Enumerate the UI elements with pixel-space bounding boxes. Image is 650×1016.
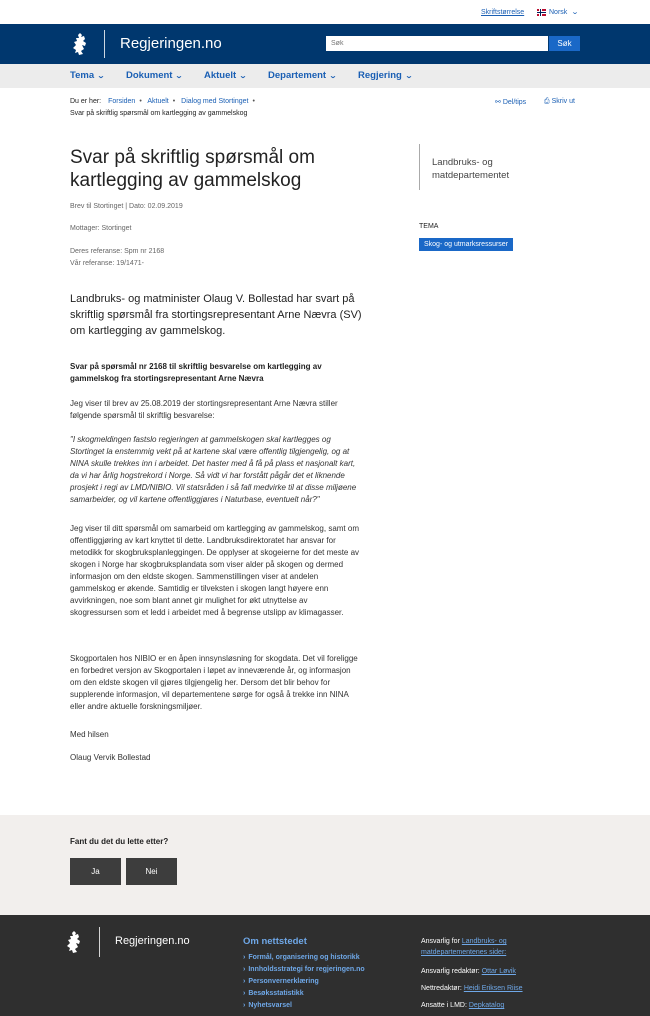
tema-label: TEMA [419,223,439,230]
feedback-no-button[interactable]: Nei [126,858,177,885]
feedback-section [0,815,650,915]
search-button[interactable]: Søk [549,36,580,51]
logo-divider [104,30,105,58]
footer-responsible-link[interactable]: Landbruks- og matdepartementenes sider: [421,938,507,956]
footer-neteditor-link[interactable]: Heidi Eriksen Riise [463,985,523,992]
breadcrumb-link-forsiden[interactable]: Forsiden [108,98,136,105]
site-header [0,24,650,64]
our-reference: Vår referanse: 19/1471- [70,260,144,267]
chevron-right-icon: › [243,978,246,985]
nav-item-departement[interactable]: Departement ⌄ [268,70,338,81]
lion-logo-icon[interactable] [70,32,90,56]
footer-responsible: Ansvarlig for Landbruks- og matdepartementenes sider: [421,938,507,956]
footer-link-innholdsstrategi[interactable]: › Innholdsstrategi for regjeringen.no [243,966,365,973]
nav-item-aktuelt[interactable]: Aktuelt ⌄ [204,70,248,81]
chevron-down-icon: ⌄ [571,9,580,16]
chevron-right-icon: › [243,990,246,997]
their-reference: Deres referanse: Spm nr 2168 [70,248,165,255]
nav-item-dokument[interactable]: Dokument ⌄ [126,70,184,81]
language-label: Norsk [549,8,568,16]
article-quote: "I skogmeldingen fastslo regjeringen at gammelskogen skal kartlegges og Stortinget la enstemmig vekt på at kartene skal være offentlig tilgjengelig, og at NINA skulle trekkes inn i arbeidet. Det haster med å få på plass et nasjonalt kart, da vi har årlig hogstrekord i Norge. Så vidt vi har forstått pågår det et liknende prosjekt i regi av LMD/NIBIO. Vil statsråden i så fall medvirke til at disse miljøene samarbeider, og vil kartene offentliggjøres i Naturbase, eventuelt når?" [70,435,357,504]
utility-bar [0,0,650,24]
aside-ministry-link[interactable]: Landbruks- og matdepartementet [432,157,510,181]
chevron-right-icon: › [243,966,246,973]
nav-item-regjering[interactable]: Regjering ⌄ [358,70,413,81]
feedback-question: Fant du det du lette etter? [70,837,169,846]
footer-staff: Ansatte i LMD: Depkatalog [421,1002,505,1009]
page-title: Svar på skriftlig spørsmål om kartlegging av gammelskog [70,147,315,191]
site-footer [0,915,650,1016]
footer-link-formal[interactable]: › Formål, organisering og historikk [243,954,360,961]
footer-logo-divider [99,927,100,957]
article-heading: Svar på spørsmål nr 2168 til skriftlig besvarelse om kartlegging av gammelskog fra stortingsrepresentant Arne Nævra [70,362,322,383]
print-link[interactable]: ⎙ Skriv ut [544,98,575,105]
printer-icon: ⎙ [544,98,550,105]
breadcrumb: Du er her: Forsiden • Aktuelt • Dialog med Stortinget • [70,98,255,105]
breadcrumb-prefix: Du er her: [70,98,102,105]
norway-flag-icon [537,9,546,16]
article-lead: Landbruks- og matminister Olaug V. Bollestad har svart på skriftlig spørsmål fra stortingsrepresentant Arne Nævra (SV) om kartlegging av gammelskog. [70,293,362,337]
share-icon: ⚯ [495,99,501,106]
article-recipient: Mottager: Stortinget [70,225,132,232]
footer-link-nyhetsvarsel[interactable]: › Nyhetsvarsel [243,1002,292,1009]
footer-site-name: Regjeringen.no [115,935,190,947]
footer-link-personvern[interactable]: › Personvernerklæring [243,978,319,985]
article-paragraph-1: Jeg viser til brev av 25.08.2019 der stortingsrepresentant Arne Nævra stiller følgende spørsmål til skriftlig besvarelse: [70,399,338,420]
share-link[interactable]: ⚯ Del/tips [495,99,527,106]
article-type-date: Brev til Stortinget | Dato: 02.09.2019 [70,203,183,210]
chevron-down-icon: ⌄ [328,72,338,80]
site-name-link[interactable]: Regjeringen.no [120,35,222,52]
article-closing: Med hilsen [70,730,109,739]
article-paragraph-2: Jeg viser til ditt spørsmål om samarbeid om kartlegging av gammelskog, samt om offentliggjøring av kart knyttet til dette. Landbruksdirektoratet har ansvar for metodikk for skogbruksplanleggingen. De opplyser at skogeierne for det meste av skogen i Norge har skogbruksplandata som viser alder på skogen og dermed informasjon om den eldste skogen. Sammenstillingen viser at andelen gammelskog er økende. Samtidig er tilveksten i skogen langt høyere enn avvirkningen, noe som blant annet gir mulighet for økt utnyttelse av skogressursen som et ledd i arbeidet med å begrense utslipp av klimagasser. [70,524,360,617]
nav-item-tema[interactable]: Tema ⌄ [70,70,106,81]
chevron-down-icon: ⌄ [96,72,106,80]
chevron-right-icon: › [243,1002,246,1009]
font-size-link[interactable]: Skriftstørrelse [481,9,525,16]
footer-link-besoksstatistikk[interactable]: › Besøksstatistikk [243,990,304,997]
footer-editor-link[interactable]: Ottar Løvik [481,968,516,975]
chevron-down-icon: ⌄ [175,72,184,80]
footer-neteditor: Nettredaktør: Heidi Eriksen Riise [421,985,523,992]
chevron-right-icon: › [243,954,246,961]
footer-heading: Om nettstedet [243,936,307,947]
search-input[interactable] [326,36,548,51]
chevron-down-icon: ⌄ [404,72,413,80]
breadcrumb-link-aktuelt[interactable]: Aktuelt [147,98,169,105]
main-navigation [0,64,650,88]
tema-tag-button[interactable]: Skog- og utmarksressurser [419,238,513,251]
lion-logo-icon[interactable] [64,930,84,954]
chevron-down-icon: ⌄ [239,72,248,80]
language-selector[interactable] [537,8,578,16]
feedback-yes-button[interactable]: Ja [70,858,121,885]
breadcrumb-current: Svar på skriftlig spørsmål om kartlegging av gammelskog [70,110,248,117]
breadcrumb-link-dialog[interactable]: Dialog med Stortinget [181,98,249,105]
footer-staff-link[interactable]: Depkatalog [468,1002,505,1009]
footer-editor: Ansvarlig redaktør: Ottar Løvik [421,968,516,975]
article-paragraph-3: Skogportalen hos NIBIO er en åpen innsynsløsning for skogdata. Det vil foreligge en forbedret versjon av Skogportalen i løpet av inneværende år, og informasjon om den eldste skogen vil gjøres tilgjengelig her. Dersom det blir behov for supplerende informasjon, vil departementene sørge for også å trekke inn NINA eller andre aktuelle forskningsmiljøer. [70,654,358,711]
article-signature: Olaug Vervik Bollestad [70,753,151,762]
